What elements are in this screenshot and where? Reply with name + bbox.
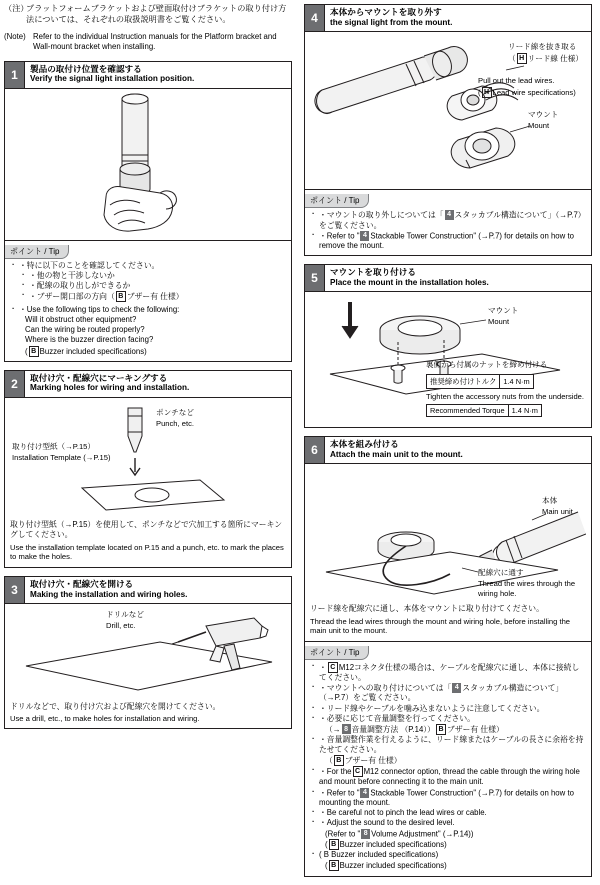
- step-2-header: [5, 371, 291, 398]
- label-thread-wires-en: Thread the wires through the wiring hole.: [478, 579, 576, 598]
- step-3-figure: [10, 608, 286, 702]
- note-mark-jp: （注）: [4, 4, 29, 13]
- tip-item: （ B ブザー有 仕様）: [325, 756, 402, 766]
- torque-label-en: Recommended Torque: [427, 405, 509, 417]
- label-mount-en: Mount: [488, 317, 510, 327]
- step-5-title-jp: マウントを取り付ける: [330, 267, 416, 278]
- symbol-h: H: [517, 53, 527, 64]
- tip-item: Will it obstruct other equipment?: [25, 315, 137, 325]
- step-5: [304, 264, 592, 428]
- tip-item: ( B Buzzer included specifications): [325, 861, 447, 871]
- tip-item: · ・Refer to " 4 Stackable Tower Construction" (→P.7) for details on how to remove the mount.: [311, 231, 586, 252]
- step-1-body: [5, 89, 291, 240]
- step-2-caption-jp: 取り付け型紙（→P.15）を使用して、ポンチなどで穴加工する箇所にマーキングしてください。: [10, 519, 283, 539]
- step-6-title-jp: 本体を組み付ける: [330, 439, 399, 450]
- symbol-b: B: [334, 755, 344, 766]
- step-6-header: [305, 437, 591, 464]
- tip-item: Can the wiring be routed properly?: [25, 325, 145, 335]
- step-4: [304, 4, 592, 256]
- label-tighten-nuts-jp: 裏側から付属のナットを締め付ける: [426, 360, 548, 370]
- step-6-tip-list: [311, 662, 586, 872]
- step-4-figure: [310, 36, 586, 184]
- step-3-caption-jp: ドリルなどで、取り付け穴および配線穴を開けてください。: [10, 701, 221, 711]
- step-6-tip: [305, 641, 591, 876]
- step-4-body: [305, 32, 591, 189]
- symbol-step-8: 8: [342, 724, 351, 734]
- tip-item: · ・ C M12コネクタ仕様の場合は、ケーブルを配線穴に通し、本体に接続してください。: [311, 662, 586, 683]
- tip-item: · ・Refer to " 4 Stackable Tower Construction" (→P.7) for details on how to mounting the mount.: [311, 788, 586, 809]
- step-1-figure: [10, 93, 286, 235]
- label-drill-en: Drill, etc.: [106, 620, 136, 630]
- torque-value-jp: 1.4 N·m: [500, 375, 533, 389]
- tip-item: · ・特に以下のことを確認してください。: [11, 261, 286, 271]
- label-mount-jp: マウント: [528, 109, 559, 119]
- label-lead-spec-jp: （ H リード線 仕様）: [508, 53, 583, 63]
- step-4-tip: [305, 189, 591, 256]
- tip-item: ( B Buzzer included specifications): [325, 840, 447, 850]
- step-6-caption-en: Thread the lead wires through the mount and wiring hole, before installing the main unit to the mount.: [310, 616, 571, 636]
- tip-item: · ・Use the following tips to check the following:: [11, 305, 286, 315]
- step-1-title-jp: 製品の取付け位置を確認する: [30, 63, 142, 74]
- step-6: [304, 436, 592, 876]
- torque-value-en: 1.4 N·m: [508, 405, 541, 417]
- step-1-title-en: Verify the signal light installation position.: [30, 74, 195, 84]
- label-main-unit-jp: 本体: [542, 496, 558, 506]
- figure-hand-holding-light: [10, 93, 286, 235]
- tip-item: · ・Adjust the sound to the desired level.: [311, 818, 586, 828]
- step-6-body: [305, 464, 591, 640]
- tip-item: (Refer to " 8 Volume Adjustment" (→P.14)): [325, 829, 474, 839]
- symbol-b: B: [329, 839, 339, 850]
- step-3-number: 3: [5, 577, 25, 603]
- symbol-step-4: 4: [452, 683, 461, 693]
- note-english: [4, 32, 292, 52]
- label-template-en: Installation Template (→P.15): [12, 452, 111, 462]
- symbol-step-8: 8: [361, 829, 370, 839]
- step-6-title-en: Attach the main unit to the mount.: [330, 450, 463, 460]
- step-4-header: [305, 5, 591, 32]
- label-punch-en: Punch, etc.: [156, 418, 194, 428]
- step-1-tip: [5, 240, 291, 361]
- note-text-jp: プラットフォームブラケットおよび壁面取付けブラケットの取り付け方法については、それぞれの取扱説明書をご覧ください。: [26, 4, 287, 24]
- label-drill-jp: ドリルなど: [106, 609, 144, 619]
- torque-table-jp: [426, 374, 534, 389]
- step-4-number: 4: [305, 5, 325, 31]
- tip-item: · ・必要に応じて音量調整を行ってください。: [311, 714, 586, 724]
- symbol-b: B: [436, 724, 446, 735]
- right-column: [304, 4, 592, 885]
- label-pull-lead-en: Pull out the lead wires.: [478, 75, 555, 85]
- step-5-header: [305, 265, 591, 292]
- step-2-caption-en: Use the installation template located on P.15 and a punch, etc. to mark the places to make the holes.: [10, 542, 284, 562]
- label-template-jp: 取り付け型紙（→P.15）: [12, 441, 95, 451]
- step-6-figure: [310, 468, 586, 604]
- label-mount-en: Mount: [528, 120, 550, 130]
- tip-item: ( B Buzzer included specifications): [25, 346, 147, 356]
- symbol-step-4: 4: [360, 231, 369, 241]
- step-3-title-en: Making the installation and wiring holes.: [30, 589, 188, 599]
- tip-item: · ・Be careful not to pinch the lead wires or cable.: [311, 808, 586, 818]
- step-1-tip-label: ポイント / Tip: [5, 245, 69, 259]
- symbol-b: B: [29, 346, 39, 357]
- step-2-body: [5, 398, 291, 567]
- symbol-c: C: [328, 662, 338, 673]
- figure-drill: [10, 608, 286, 702]
- step-1: [4, 61, 292, 362]
- torque-label-jp: 推奨締め付けトルク: [427, 375, 500, 389]
- tip-item: · ( B Buzzer included specifications): [311, 850, 586, 860]
- step-3: [4, 576, 292, 730]
- label-pull-lead-jp: リード線を抜き取る: [508, 41, 577, 51]
- step-4-title-jp: 本体からマウントを取り外す: [330, 7, 442, 17]
- torque-table-en: [426, 404, 542, 417]
- step-1-tip-list: [11, 261, 286, 357]
- symbol-b: B: [116, 291, 126, 302]
- tip-item: · ・配線の取り出しができるか: [11, 281, 286, 291]
- note-japanese: [4, 4, 292, 25]
- step-3-caption-en: Use a drill, etc., to make holes for installation and wiring.: [10, 713, 200, 723]
- tip-item: （→ 8 音量調整方法 （P.14）） B ブザー有 仕様）: [325, 724, 504, 734]
- step-5-figure: [310, 296, 586, 422]
- label-mount-jp: マウント: [488, 306, 519, 316]
- step-2: [4, 370, 292, 568]
- note-mark-en: (Note): [4, 32, 26, 42]
- step-2-number: 2: [5, 371, 25, 397]
- label-thread-wires-jp: 配線穴に通す: [478, 568, 524, 578]
- step-5-body: [305, 292, 591, 427]
- label-main-unit-en: Main unit: [542, 507, 573, 517]
- tip-item: · ・マウントの取り外しについては「 4 スタッカブル構造について」（→P.7）をご覧ください。: [311, 210, 586, 231]
- tip-item: · ・ブザー開口部の方向（ B ブザー有 仕様）: [11, 291, 286, 302]
- step-5-number: 5: [305, 265, 325, 291]
- step-2-title-en: Marking holes for wiring and installation.: [30, 383, 190, 393]
- step-6-number: 6: [305, 437, 325, 463]
- step-4-tip-list: [311, 210, 586, 252]
- symbol-c: C: [353, 766, 363, 777]
- step-6-tip-label: ポイント / Tip: [305, 646, 369, 660]
- step-3-header: [5, 577, 291, 604]
- tip-item: · ・他の物と干渉しないか: [11, 271, 286, 281]
- tip-item: · ・音量調整作業を行えるように、リード線またはケーブルの長さに余裕を持たせてください。: [311, 735, 586, 755]
- step-4-tip-label: ポイント / Tip: [305, 194, 369, 208]
- symbol-step-4: 4: [360, 788, 369, 798]
- symbol-h: H: [482, 87, 492, 98]
- symbol-step-4: 4: [445, 210, 454, 220]
- tip-item: · ・リード線やケーブルを噛み込まないように注意してください。: [311, 704, 586, 714]
- tip-item: Where is the buzzer direction facing?: [25, 335, 154, 345]
- step-4-title-en: the signal light from the mount.: [330, 17, 453, 27]
- symbol-b: B: [329, 860, 339, 871]
- tip-item: · ・マウントへの取り付けについては「 4 スタッカブル構造について」（→P.7）をご覧ください。: [311, 683, 586, 704]
- tip-item: · ・For the C M12 connector option, thread the cable through the wiring hole and mount before connecting it to the main unit.: [311, 766, 586, 787]
- step-5-title-en: Place the mount in the installation holes.: [330, 278, 489, 288]
- label-punch-jp: ポンチなど: [156, 407, 194, 417]
- step-3-title-jp: 取付け穴・配線穴を開ける: [30, 578, 134, 589]
- step-1-number: 1: [5, 62, 25, 88]
- left-column: [4, 4, 292, 737]
- step-3-body: [5, 604, 291, 729]
- note-text-en: Refer to the individual Instruction manuals for the Platform bracket and Wall-mount bracket when installing.: [33, 32, 277, 52]
- step-2-figure: [10, 402, 286, 520]
- step-1-header: [5, 62, 291, 89]
- label-lead-spec-en: ( H Lead wire specifications): [478, 87, 576, 97]
- label-tighten-nuts-en: Tighten the accessory nuts from the underside.: [426, 392, 585, 402]
- step-6-caption-jp: リード線を配線穴に通し、本体をマウントに取り付けてください。: [310, 604, 544, 614]
- step-2-title-jp: 取付け穴・配線穴にマーキングする: [30, 372, 168, 383]
